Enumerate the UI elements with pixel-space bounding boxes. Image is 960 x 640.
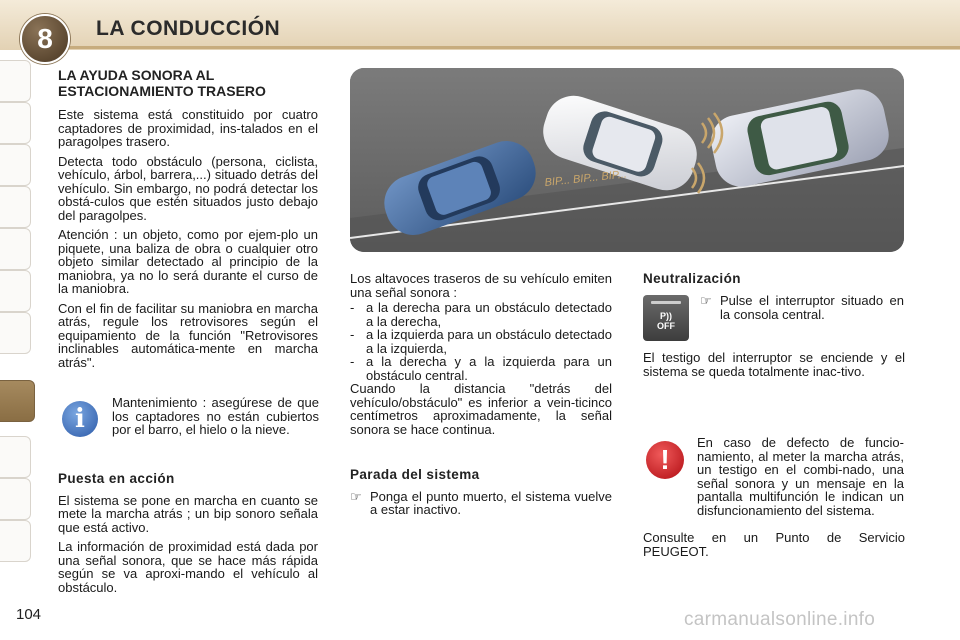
info-icon: i — [62, 401, 98, 437]
stop-section — [350, 468, 612, 517]
exclamation-icon: ! — [646, 441, 684, 479]
chapter-tab[interactable] — [0, 186, 31, 228]
subsection-title: Parada del sistema — [350, 467, 480, 482]
chapter-tab[interactable] — [0, 228, 31, 270]
chapter-tab[interactable] — [0, 436, 31, 478]
instruction-text: Pulse el interruptor situado en la consola central. — [720, 293, 904, 322]
instruction-text: Ponga el punto muerto, el sistema vuelve a estar inactivo. — [370, 488, 612, 517]
chapter-tab-active[interactable] — [0, 380, 35, 422]
info-text: Mantenimiento : asegúrese de que los captadores no están cubiertos por el barro, el hielo o la nieve. — [112, 395, 319, 437]
list-item-text: a la izquierda para un obstáculo detectado a la izquierda, — [366, 327, 612, 356]
chapter-tab[interactable] — [0, 60, 31, 102]
left-column — [58, 67, 318, 375]
beep-text: BIP... BIP... BIP... — [544, 168, 628, 189]
warning-note — [697, 436, 904, 523]
neutralize-step — [700, 294, 904, 321]
title-line-2: ESTACIONAMIENTO TRASERO — [58, 83, 266, 99]
paragraph: Este sistema está constituido por cuatro captadores de proximidad, ins-talados en el paragolpes trasero. — [58, 107, 318, 149]
parking-illustration — [350, 68, 904, 252]
chapter-tab[interactable] — [0, 102, 31, 144]
chapter-tab[interactable] — [0, 144, 31, 186]
paragraph: La información de proximidad está dada por una señal sonora, que se hace más rápida según se va aproxi-mando el vehículo al obstáculo. — [58, 539, 318, 595]
right-column — [643, 272, 905, 286]
middle-column — [350, 272, 612, 442]
chapter-tab[interactable] — [0, 270, 31, 312]
header-rule — [40, 46, 960, 49]
watermark: carmanualsonline.info — [684, 609, 876, 630]
switch-label: P)) OFF — [657, 311, 675, 331]
page-number: 104 — [16, 606, 42, 623]
parking-sensor-switch — [643, 295, 689, 341]
chapter-tab[interactable] — [0, 312, 31, 354]
paragraph: El sistema se pone en marcha en cuanto se mete la marcha atrás ; un bip sonoro señala que está activo. — [58, 492, 318, 535]
paragraph: El testigo del interruptor se enciende y el sistema se queda totalmente inac-tivo. — [643, 350, 905, 379]
paragraph: Detecta todo obstáculo (persona, ciclista, vehículo, árbol, barrera,...) situado detrás del vehículo. Sin embargo, no podrá detectar los obstá-culos que estén situados justo debajo del paragolpes. — [58, 153, 318, 223]
subsection-title: Neutralización — [643, 271, 741, 286]
chapter-tab[interactable] — [0, 520, 31, 562]
chapter-tab[interactable] — [0, 478, 31, 520]
paragraph: Con el fin de facilitar su maniobra en marcha atrás, regule los retrovisores según el equipamiento de la función "Retrovisores inclinables automática-mente en marcha atrás". — [58, 300, 318, 370]
title-line-1: LA AYUDA SONORA AL — [58, 67, 215, 83]
paragraph: Los altavoces traseros de su vehículo emiten una señal sonora : — [350, 271, 612, 300]
warning-text: En caso de defecto de funcio-namiento, al meter la marcha atrás, un testigo en el combi-nado, una señal sonora y un mensaje en la pantalla multifunción le indican un disfuncionamiento del sistema. — [697, 435, 904, 518]
finger-pointer-icon: ☞ — [350, 488, 362, 504]
list-item-text: a la derecha para un obstáculo detectado a la derecha, — [366, 300, 612, 329]
warning-text-2: Consulte en un Punto de Servicio PEUGEOT. — [643, 530, 905, 559]
section-title — [58, 67, 318, 99]
instruction — [700, 294, 904, 321]
cars-drawing — [350, 68, 904, 252]
chapter-badge: 8 — [20, 14, 70, 64]
instruction — [350, 490, 612, 517]
paragraph: Cuando la distancia "detrás del vehículo/obstáculo" es inferior a vein-ticinco centímetros aproximadamente, la señal sonora se hace continua. — [350, 381, 612, 437]
setup-section — [58, 472, 318, 600]
list-item: - a la derecha para un obstáculo detectado a la derecha, — [350, 300, 612, 329]
info-note — [112, 396, 319, 443]
chapter-title: LA CONDUCCIÓN — [96, 17, 281, 40]
warning-note-2 — [643, 531, 905, 564]
paragraph: Atención : un objeto, como por ejem-plo un piquete, una baliza de obra o cualquier otro objeto similar detectado al principio de la maniobra, ya no lo será durante el curso de la maniobra. — [58, 227, 318, 296]
finger-pointer-icon: ☞ — [700, 293, 712, 308]
list-item-text: a la derecha y a la izquierda para un obstáculo central. — [366, 354, 612, 383]
subsection-title: Puesta en acción — [58, 471, 175, 486]
list-item: - a la derecha y a la izquierda para un obstáculo central. — [350, 354, 612, 383]
chapter-tabs — [0, 60, 34, 580]
neutralize-note — [643, 351, 905, 384]
switch-led — [651, 301, 681, 304]
list-item: - a la izquierda para un obstáculo detectado a la izquierda, — [350, 327, 612, 356]
